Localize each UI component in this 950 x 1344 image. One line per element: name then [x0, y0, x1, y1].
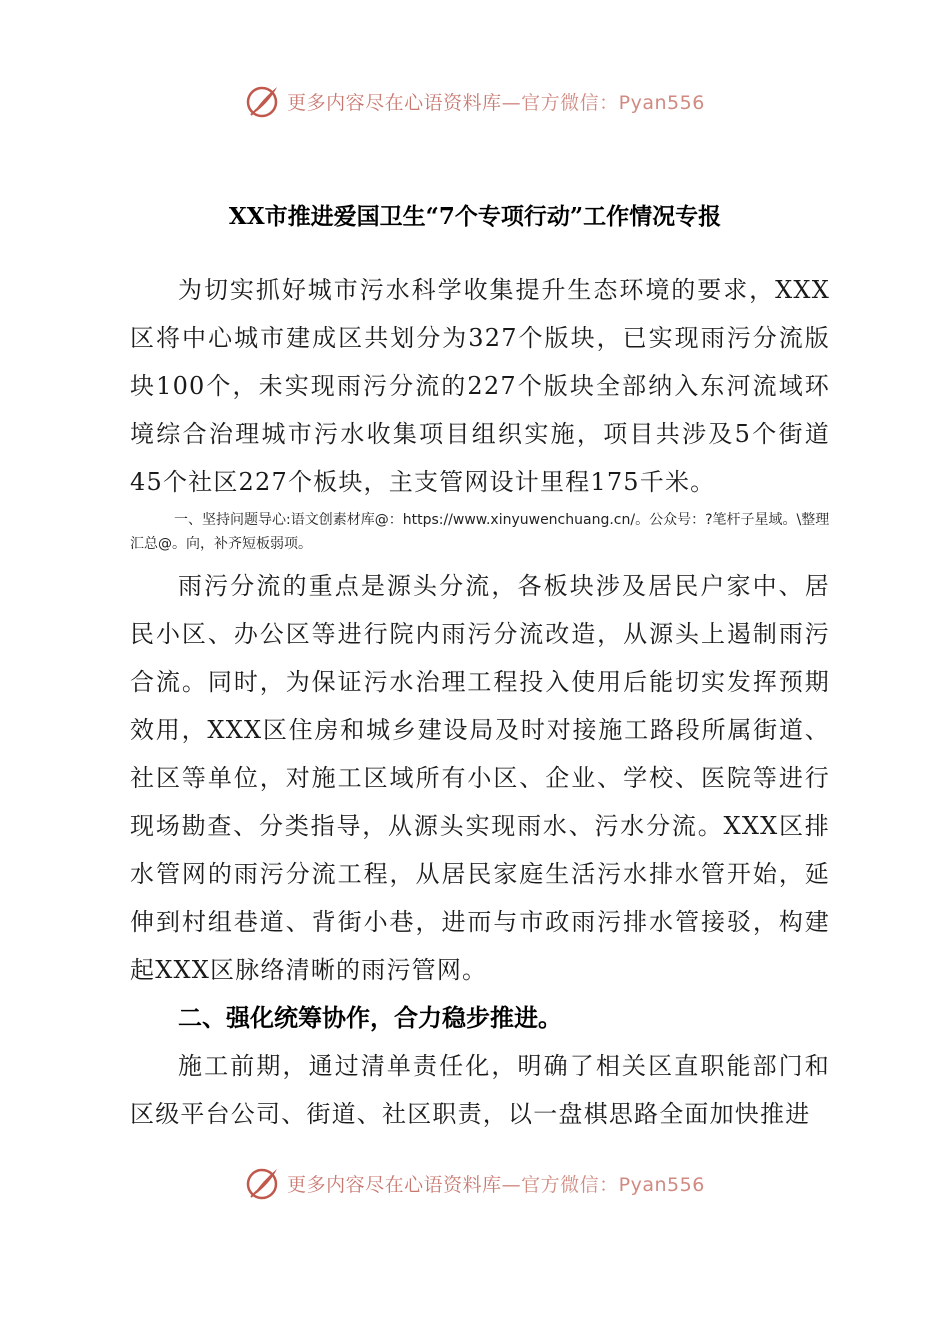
header-watermark: [0, 76, 950, 126]
section-heading-2: 二、强化统筹协作，合力稳步推进。: [178, 1003, 562, 1032]
footer-watermark: [0, 1158, 950, 1208]
quill-logo-icon: [245, 83, 281, 119]
paragraph-1: 为切实抓好城市污水科学收集提升生态环境的要求，XXX区将中心城市建成区共划分为327个版块，已实现雨污分流版块100个，未实现雨污分流的227个版块全部纳入东河流域环境综合治理城市污水收集项目组织实施，项目共涉及5个街道45个社区227个板块，主支管网设计里程175千米。: [130, 276, 830, 496]
watermark-text: [287, 88, 705, 115]
watermark-suffix: —官方微信：Pyan556: [501, 91, 705, 114]
paragraph-2: 雨污分流的重点是源头分流，各板块涉及居民户家中、居民小区、办公区等进行院内雨污分流改造，从源头上遏制雨污合流。同时，为保证污水治理工程投入使用后能切实发挥预期效用，XXX区住房和城乡建设局及时对接施工路段所属街道、社区等单位，对施工区域所有小区、企业、学校、医院等进行现场勘查、分类指导，从源头实现雨水、污水分流。XXX区排水管网的雨污分流工程，从居民家庭生活污水排水管开始，延伸到村组巷道、背街小巷，进而与市政雨污排水管接驳，构建起XXX区脉络清晰的雨污管网。: [130, 572, 830, 984]
watermark-prefix: 更多内容尽在心语资料库: [287, 91, 502, 114]
document-body: [130, 266, 830, 1138]
note-1: 一、坚持问题导心:语文创素材库@：https://www.xinyuwenchuang.cn/。公众号：?笔杆子星域。\整理汇总@。向，补齐短板弱项。: [130, 512, 830, 552]
document-title: XX市推进爱国卫生“7个专项行动”工作情况专报: [228, 203, 722, 230]
watermark-text: [287, 1170, 705, 1197]
quill-logo-icon: [245, 1165, 281, 1201]
paragraph-3: 施工前期，通过清单责任化，明确了相关区直职能部门和区级平台公司、街道、社区职责，以一盘棋思路全面加快推进: [130, 1052, 830, 1128]
watermark-suffix: —官方微信：Pyan556: [501, 1173, 705, 1196]
watermark-prefix: 更多内容尽在心语资料库: [287, 1173, 502, 1196]
